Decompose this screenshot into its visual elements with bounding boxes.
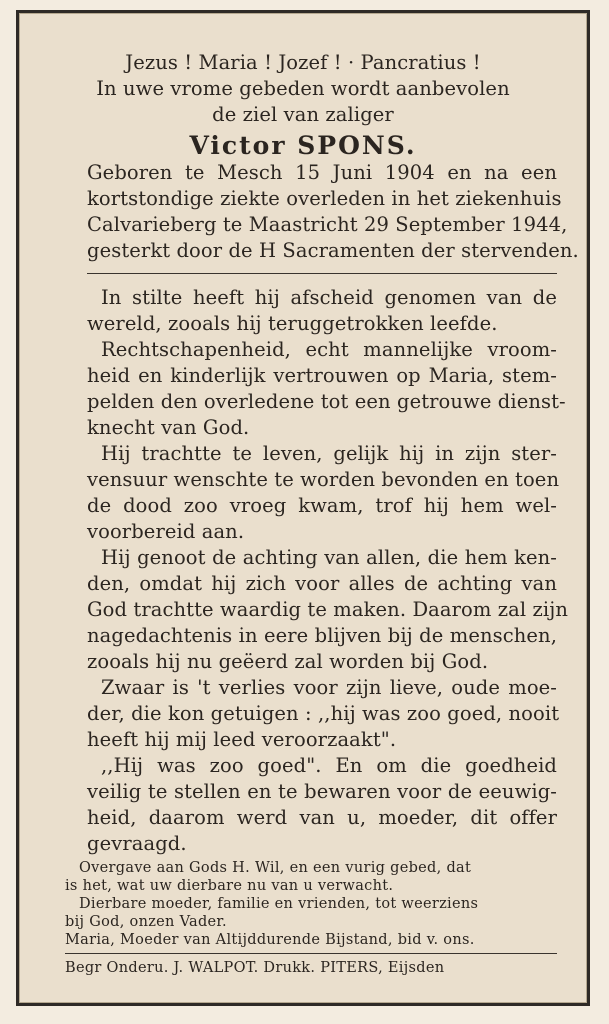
prayer-line: Dierbare moeder, familie en vrienden, tot weerziens (79, 896, 479, 912)
body-line: de dood zoo vroeg kwam, trof hij hem wel- (87, 494, 557, 517)
body-line: nagedachtenis in eere blijven bij de menschen, (87, 624, 557, 647)
body-line: ,,Hij was zoo goed". En om die goedheid (101, 754, 557, 777)
prayer-line: Maria, Moeder van Altijddurende Bijstand, bid v. ons. (65, 932, 475, 948)
body-line: veilig te stellen en te bewaren voor de eeuwig- (87, 780, 557, 803)
prayer-line: Overgave aan Gods H. Wil, en een vurig gebed, dat (79, 860, 472, 876)
body-line: Hij trachtte te leven, gelijk hij in zijn ster- (101, 442, 557, 465)
prayer-line: bij God, onzen Vader. (65, 914, 227, 930)
body-line: vensuur wenschte te worden bevonden en toen (87, 468, 560, 491)
body-line: wereld, zooals hij teruggetrokken leefde. (87, 312, 498, 335)
body-line: pelden den overledene tot een getrouwe dienst- (87, 390, 566, 413)
bio-line: Geboren te Mesch 15 Juni 1904 en na een (87, 161, 557, 184)
body-line: Zwaar is 't verlies voor zijn lieve, oude moe- (101, 676, 557, 699)
body-line: In stilte heeft hij afscheid genomen van de (101, 286, 557, 309)
memorial-card (16, 10, 590, 1006)
soul-line: de ziel van zaliger (212, 103, 394, 126)
invocation: Jezus ! Maria ! Jozef ! · Pancratius ! (125, 51, 481, 74)
separator-line (65, 953, 557, 954)
body-line: heid en kinderlijk vertrouwen op Maria, stem- (87, 364, 557, 387)
body-line: gevraagd. (87, 832, 187, 855)
bio-line: gesterkt door de H Sacramenten der stervenden. (87, 239, 579, 262)
bio-line: Calvarieberg te Maastricht 29 September 1944, (87, 213, 568, 236)
printer-credit: Begr Onderu. J. WALPOT. Drukk. PITERS, Eijsden (65, 960, 445, 976)
body-line: Hij genoot de achting van allen, die hem ken- (101, 546, 557, 569)
body-line: God trachtte waardig te maken. Daarom zal zijn (87, 598, 569, 621)
deceased-name: Victor SPONS. (189, 131, 417, 160)
body-line: den, omdat hij zich voor alles de achting van (87, 572, 557, 595)
body-line: heid, daarom werd van u, moeder, dit offer (87, 806, 557, 829)
bio-line: kortstondige ziekte overleden in het ziekenhuis (87, 187, 562, 210)
body-line: Rechtschapenheid, echt mannelijke vroom- (101, 338, 557, 361)
body-line: zooals hij nu geëerd zal worden bij God. (87, 650, 489, 673)
prayer-line: is het, wat uw dierbare nu van u verwacht. (65, 878, 394, 894)
body-line: voorbereid aan. (87, 520, 245, 543)
separator-line (87, 273, 557, 274)
recommendation-line: In uwe vrome gebeden wordt aanbevolen (96, 77, 510, 100)
body-line: heeft hij mij leed veroorzaakt". (87, 728, 397, 751)
body-line: der, die kon getuigen : ,,hij was zoo goed, nooit (87, 702, 560, 725)
body-line: knecht van God. (87, 416, 250, 439)
